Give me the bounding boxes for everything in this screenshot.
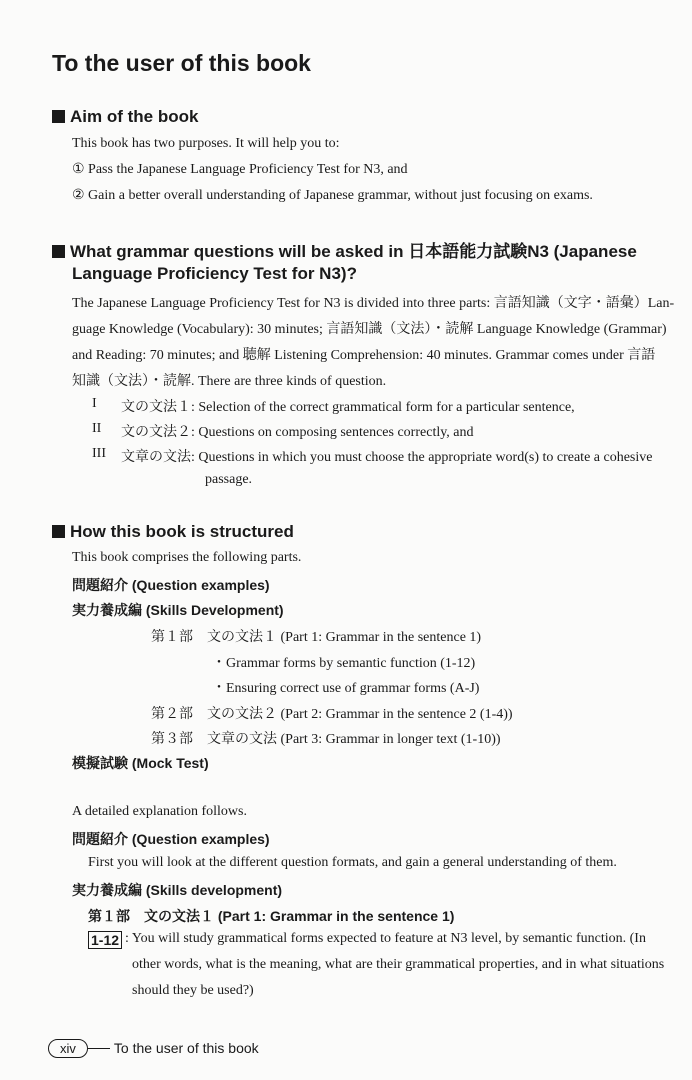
structure-part-question-examples: 問題紹介 (Question examples)	[72, 577, 270, 593]
question-type-2: 文の文法２: Questions on composing sentences correctly, and	[121, 425, 474, 440]
question-type-3-cont: passage.	[205, 472, 253, 487]
square-bullet-icon	[52, 110, 65, 123]
questions-para-line2: guage Knowledge (Vocabulary): 30 minutes; 言語知識（文法）・読解 Language Knowledge (Grammar)	[72, 322, 667, 337]
page-title: To the user of this book	[52, 50, 311, 76]
structure-part-2: 第２部 文の文法２ (Part 2: Grammar in the sentence 2 (1-4))	[151, 707, 513, 722]
question-type-1-num: I	[92, 396, 97, 411]
question-type-1: 文の文法１: Selection of the correct grammatical form for a particular sentence,	[121, 400, 575, 415]
aim-item-1: ① Pass the Japanese Language Proficiency Test for N3, and	[72, 162, 408, 177]
structure-part-mock-test: 模擬試験 (Mock Test)	[72, 755, 209, 771]
questions-heading-line2: Language Proficiency Test for N3)?	[72, 264, 357, 283]
aim-intro: This book has two purposes. It will help you to:	[72, 136, 340, 151]
structure-part-1-bullet-1: ・Grammar forms by semantic function (1-12)	[212, 656, 476, 671]
structure-part-3: 第３部 文章の文法 (Part 3: Grammar in longer text (1-10))	[151, 732, 501, 747]
range-badge	[88, 931, 122, 950]
details-question-examples-text: First you will look at the different question formats, and gain a general understanding of them.	[88, 855, 617, 870]
structure-part-skills-development: 実力養成編 (Skills Development)	[72, 602, 284, 618]
question-type-3-num: III	[92, 446, 106, 461]
structure-intro: This book comprises the following parts.	[72, 550, 302, 565]
question-type-3: 文章の文法: Questions in which you must choose the appropriate word(s) to create a cohesive	[121, 450, 653, 465]
range-text-line1: : You will study grammatical forms expected to feature at N3 level, by semantic function. (In	[125, 931, 646, 946]
structure-part-1-bullet-2: ・Ensuring correct use of grammar forms (A-J)	[212, 681, 480, 696]
questions-para-line1: The Japanese Language Proficiency Test for N3 is divided into three parts: 言語知識（文字・語彙）Lan-	[72, 296, 675, 311]
aim-heading	[52, 107, 198, 127]
details-skills-development-heading: 実力養成編 (Skills development)	[72, 882, 283, 898]
details-intro: A detailed explanation follows.	[72, 804, 247, 819]
questions-heading	[52, 237, 637, 262]
details-part-1-heading: 第１部 文の文法１ (Part 1: Grammar in the sentence 1)	[88, 908, 455, 924]
details-question-examples-heading: 問題紹介 (Question examples)	[72, 831, 270, 847]
questions-para-line4: 知識（文法）・読解. There are three kinds of question.	[72, 374, 387, 389]
footer-rule	[88, 1048, 110, 1049]
range-text-line3: should they be used?)	[132, 983, 254, 998]
aim-heading-text: Aim of the book	[70, 107, 199, 126]
footer-label: To the user of this book	[113, 1040, 259, 1056]
page-number: xiv	[48, 1039, 88, 1058]
range-text-line2: other words, what is the meaning, what are their grammatical properties, and in what situations	[132, 957, 665, 972]
structure-heading	[52, 522, 294, 542]
range-badge-label: 1-12	[88, 931, 122, 949]
square-bullet-icon	[52, 525, 65, 538]
questions-para-line3: and Reading: 70 minutes; and 聴解 Listening Comprehension: 40 minutes. Grammar comes under 言語	[72, 348, 656, 363]
page-footer	[48, 1039, 259, 1058]
square-bullet-icon	[52, 245, 65, 258]
questions-heading-line1: What grammar questions will be asked in 日本語能力試験N3 (Japanese	[70, 242, 637, 261]
aim-item-2: ② Gain a better overall understanding of Japanese grammar, without just focusing on exams.	[72, 188, 593, 203]
structure-part-1: 第１部 文の文法１ (Part 1: Grammar in the sentence 1)	[151, 630, 482, 645]
structure-heading-text: How this book is structured	[70, 522, 294, 541]
question-type-2-num: II	[92, 421, 102, 436]
